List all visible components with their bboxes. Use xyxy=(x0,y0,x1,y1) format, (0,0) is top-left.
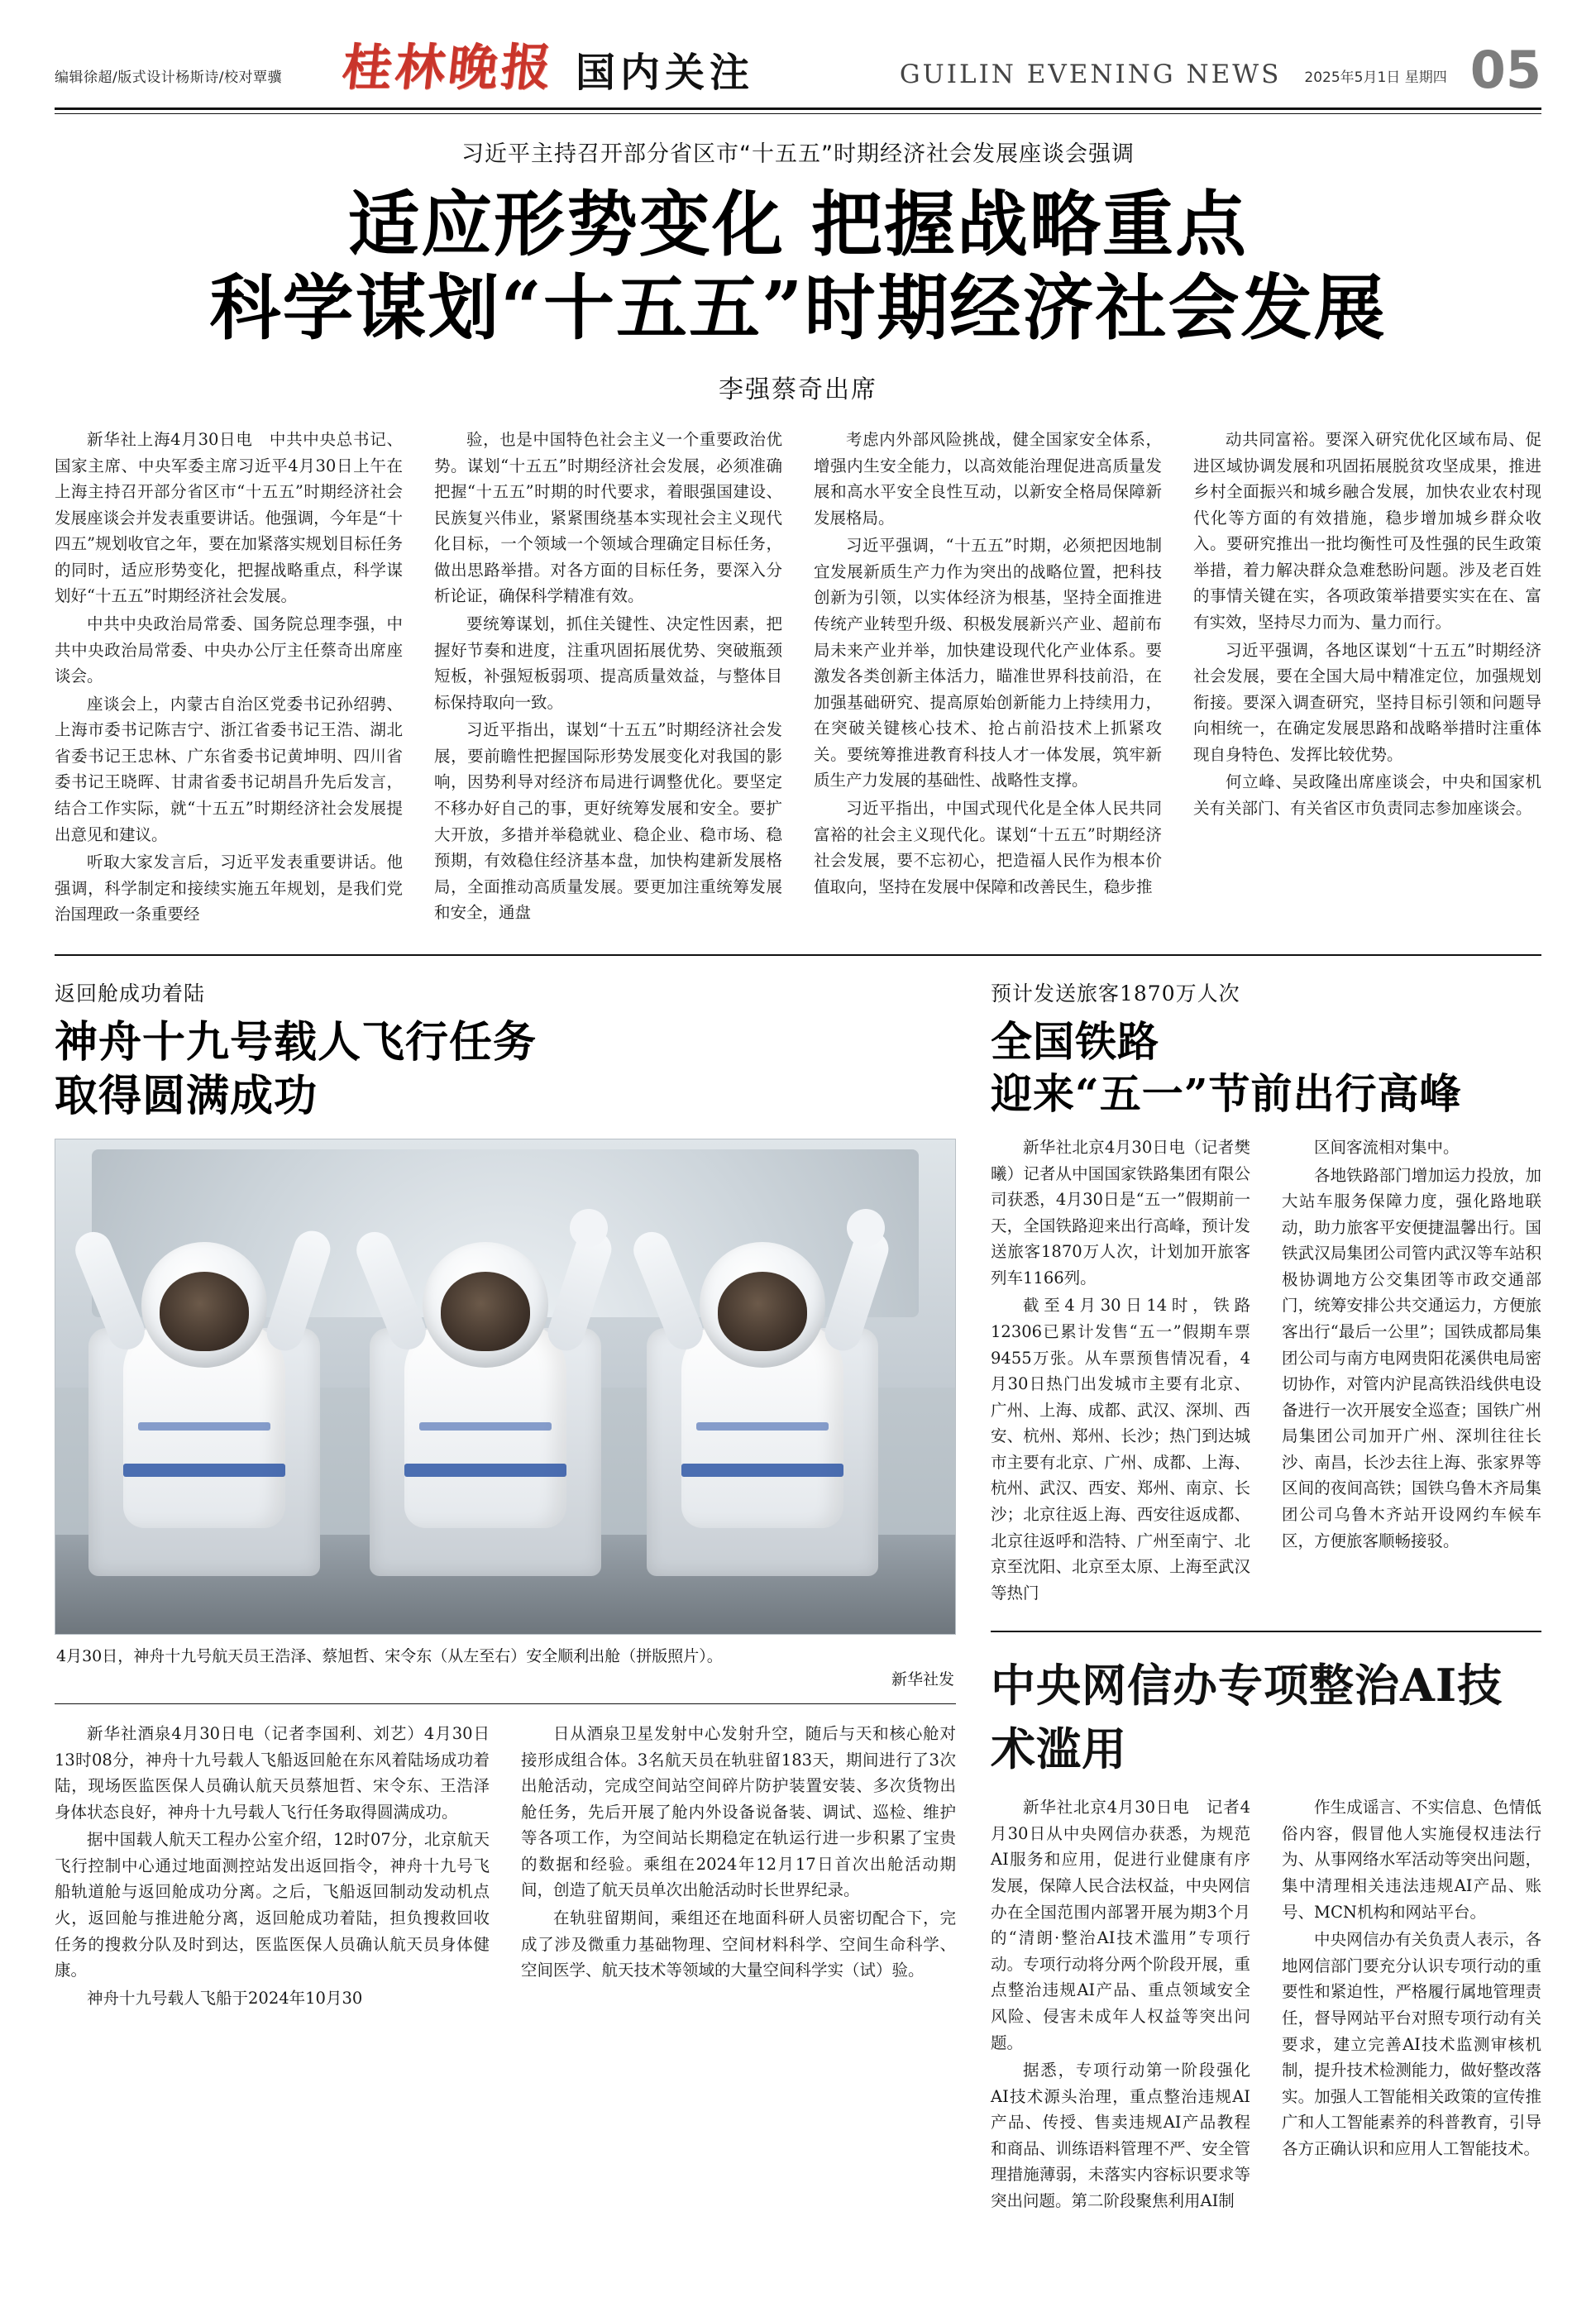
ai-body xyxy=(991,1794,1541,2215)
lead-column-1 xyxy=(55,427,403,929)
railway-eyebrow: 预计发送旅客1870万人次 xyxy=(991,981,1240,1006)
paragraph: 考虑内外部风险挑战，健全国家安全体系，增强内生安全能力，以高效能治理促进高质量发展和高水平安全良性互动，以新安全格局保障新发展格局。 xyxy=(814,429,1162,528)
railway-title-line1: 全国铁路 xyxy=(991,1016,1159,1066)
railway-column-1 xyxy=(991,1135,1250,1607)
logo-wrap xyxy=(339,39,885,97)
paragraph: 听取大家发言后，习近平发表重要讲话。他强调，科学制定和接续实施五年规划，是我们党治国理政一条重要经 xyxy=(55,853,403,924)
suit-arm-left xyxy=(628,1226,709,1355)
shenzhou-body xyxy=(55,1721,956,2013)
issue-date: 2025年5月1日 星期四 xyxy=(1304,69,1447,86)
masthead xyxy=(55,0,1541,107)
right-divider xyxy=(991,1631,1541,1632)
astronaut-right xyxy=(638,1220,886,1576)
suit-arm-left xyxy=(70,1226,151,1355)
ai-column-1 xyxy=(991,1794,1250,2215)
shenzhou-title-line1: 神舟十九号载人飞行任务 xyxy=(55,1016,538,1068)
paragraph: 据中国载人航天工程办公室介绍，12时07分，北京航天飞行控制中心通过地面测控站发出返回指令，神舟十九号飞船轨道舱与返回舱成功分离。之后，飞船返回制动发动机点火，返回舱与推进舱分离，返回舱成功着陆，担负搜救回收任务的搜救分队及时到达，医监医保人员确认航天员身体健康。 xyxy=(55,1830,490,1980)
suit-stripe-upper xyxy=(419,1422,552,1431)
paragraph: 习近平强调，各地区谋划“十五五”时期经济社会发展，要在全国大局中精准定位，加强规划衔接。要深入调查研究，坚持目标引领和问题导向相统一，在确定发展思路和战略举措时注重体现自身特色、发挥比较优势。 xyxy=(1193,640,1541,764)
paragraph: 区间客流相对集中。 xyxy=(1314,1137,1460,1157)
helmet-visor xyxy=(441,1272,530,1351)
caption-text: 4月30日，神舟十九号航天员王浩泽、蔡旭哲、宋令东（从左至右）安全顺利出舱（拼版照片）。 xyxy=(56,1646,723,1665)
waving-glove xyxy=(570,1209,608,1247)
lead-headline-line1: 适应形势变化 把握战略重点 xyxy=(348,183,1248,266)
paragraph: 习近平指出，中国式现代化是全体人民共同富裕的社会主义现代化。谋划“十五五”时期经济社会发展，要不忘初心，把造福人民作为根本价值取向，坚持在发展中保障和改善民生，稳步推 xyxy=(814,799,1162,896)
shenzhou-title xyxy=(55,1015,956,1124)
paragraph: 截至4月30日14时，铁路12306已累计发售“五一”假期车票9455万张。从车票预售情况看，4月30日热门出发城市主要有北京、广州、上海、成都、武汉、深圳、西安、杭州、郑州、长沙；热门到达城市主要有北京、广州、成都、上海、杭州、武汉、西安、郑州、南京、长沙；北京往返上海、西安往返成都、北京往返呼和浩特、广州至南宁、北京至沈阳、北京至太原、上海至武汉等热门 xyxy=(991,1296,1250,1603)
suit-stripe xyxy=(123,1464,285,1477)
lead-column-3 xyxy=(814,427,1162,901)
railway-title xyxy=(991,1015,1541,1120)
waving-glove xyxy=(847,1209,885,1247)
suit-stripe-upper xyxy=(696,1422,829,1431)
paragraph: 作生成谣言、不实信息、色情低俗内容，假冒他人实施侵权违法行为、从事网络水军活动等突出问题，集中清理相关违法违规AI产品、账号、MCN机构和网站平台。 xyxy=(1282,1798,1541,1922)
section-title: 国内关注 xyxy=(576,50,755,96)
paragraph: 新华社上海4月30日电 中共中央总书记、国家主席、中央军委主席习近平4月30日上午在上海主持召开部分省区市“十五五”时期经济社会发展座谈会并发表重要讲话。他强调，今年是“十四五”规划收官之年，要在加紧落实规划目标任务的同时，适应形势变化，把握战略重点，科学谋划好“十五五”时期经济社会发展。 xyxy=(55,429,403,606)
paragraph: 要统筹谋划，抓住关键性、决定性因素，把握好节奏和进度，注重巩固拓展优势、突破瓶颈短板，补强短板弱项、提高质量效益，与整体目标保持取向一致。 xyxy=(434,614,782,712)
paragraph: 验，也是中国特色社会主义一个重要政治优势。谋划“十五五”时期经济社会发展，必须准确把握“十五五”时期的时代要求，着眼强国建设、民族复兴伟业，紧紧围绕基本实现社会主义现代化目标，一个领域一个领域合理确定目标任务，做出思路举措。对各方面的目标任务，要深入分析论证，确保科学精准有效。 xyxy=(434,429,782,606)
ai-column-2 xyxy=(1282,1794,1541,2163)
paragraph: 神舟十九号载人飞船于2024年10月30 xyxy=(87,1988,363,2008)
suit-arm-left xyxy=(351,1226,432,1355)
paragraph: 新华社酒泉4月30日电（记者李国利、刘艺）4月30日13时08分，神舟十九号载人飞船返回舱在东风着陆场成功着陆，现场医监医保人员确认航天员蔡旭哲、宋令东、王浩泽身体状态良好，神舟十九号载人飞行任务取得圆满成功。 xyxy=(55,1723,490,1822)
lead-column-4 xyxy=(1193,427,1541,824)
helmet-visor xyxy=(718,1272,807,1351)
story-ai xyxy=(991,1650,1541,2215)
shenzhou-column-1 xyxy=(55,1721,490,2013)
section-divider xyxy=(55,954,1541,956)
suit-stripe xyxy=(681,1464,843,1477)
lower-section xyxy=(55,977,1541,2216)
paragraph: 中央网信办有关负责人表示，各地网信部门要充分认识专项行动的重要性和紧迫性，严格履行属地管理责任，督导网站平台对照专项行动有关要求，建立完善AI技术监测审核机制，提升技术检测能力，做好整改落实。加强人工智能相关政策的宣传推广和人工智能素养的科普教育，引导各方正确认识和应用人工智能技术。 xyxy=(1282,1930,1541,2158)
railway-title-line2: 迎来“五一”节前出行高峰 xyxy=(991,1068,1462,1118)
railway-column-2 xyxy=(1282,1135,1541,1555)
lead-headline-line2: 科学谋划“十五五”时期经济社会发展 xyxy=(209,266,1387,351)
english-name: GUILIN EVENING NEWS xyxy=(899,60,1282,89)
paragraph: 在轨驻留期间，乘组还在地面科研人员密切配合下，完成了涉及微重力基础物理、空间材料科学、空间生命科学、空间医学、航天技术等领域的大量空间科学实（试）验。 xyxy=(521,1908,956,1980)
shenzhou-photo xyxy=(55,1139,956,1635)
astronaut-left xyxy=(80,1220,328,1576)
caption-source: 新华社发 xyxy=(891,1670,954,1689)
lead-kicker: 习近平主持召开部分省区市“十五五”时期经济社会发展座谈会强调 xyxy=(461,141,1135,167)
suit-arm-right xyxy=(543,1226,616,1355)
paragraph: 新华社北京4月30日电 记者4月30日从中央网信办获悉，为规范AI服务和应用，促进行业健康有序发展，保障人民合法权益，中央网信办在全国范围内部署开展为期3个月的“清朗·整治AI技术滥用”专项行动。专项行动将分两个阶段开展，重点整治违规AI产品、重点领域安全风险、侵害未成年人权益等突出问题。 xyxy=(991,1798,1250,2052)
paragraph: 日从酒泉卫星发射中心发射升空，随后与天和核心舱对接形成组合体。3名航天员在轨驻留183天，期间进行了3次出舱活动，完成空间站空间碎片防护装置安装、多次货物出舱任务，先后开展了舱内外设备说备装、调试、巡检、维护等各项工作，为空间站长期稳定在轨运行进一步积累了宝贵的数据和经验。乘组在2024年12月17日首次出舱活动期间，创造了航天员单次出舱活动时长世界纪录。 xyxy=(521,1723,956,1900)
rule-thin xyxy=(55,113,1541,114)
paragraph: 习近平指出，谋划“十五五”时期经济社会发展，要前瞻性把握国际形势发展变化对我国的影响，因势利导对经济布局进行调整优化。要坚定不移办好自己的事，更好统筹发展和安全。要扩大开放，多措并举稳就业、稳企业、稳市场、稳预期，有效稳住经济基本盘，加快构建新发展格局，全面推动高质量发展。要更加注重统筹发展和安全，通盘 xyxy=(434,720,782,923)
suit-stripe xyxy=(404,1464,566,1477)
suit-stripe-upper xyxy=(138,1422,270,1431)
edit-credit: 编辑徐超/版式设计杨斯诗/校对覃骥 xyxy=(55,69,282,86)
shenzhou-column-2 xyxy=(521,1721,956,1985)
helmet-visor xyxy=(160,1272,249,1351)
right-column-pack xyxy=(991,977,1541,2216)
story-railway xyxy=(991,977,1541,1607)
paragraph: 据悉，专项行动第一阶段强化AI技术源头治理，重点整治违规AI产品、传授、售卖违规AI产品教程和商品、训练语料管理不严、安全管理措施薄弱，未落实内容标识要求等突出问题。第二阶段聚焦利用AI制 xyxy=(991,2061,1250,2210)
newspaper-logo: 桂林晚报 xyxy=(339,39,557,97)
suit-arm-right xyxy=(262,1226,335,1355)
lead-headline xyxy=(55,183,1541,351)
paragraph: 座谈会上，内蒙古自治区党委书记孙绍骋、上海市委书记陈吉宁、浙江省委书记王浩、湖北省委书记王忠林、广东省委书记黄坤明、四川省委书记王晓晖、甘肃省委书记胡昌升先后发言，结合工作实际，就“十五五”时期经济社会发展提出意见和建议。 xyxy=(55,694,403,844)
masthead-right xyxy=(899,40,1541,101)
shenzhou-title-line2: 取得圆满成功 xyxy=(55,1071,318,1122)
story-shenzhou xyxy=(55,977,956,2013)
paragraph: 中共中央政治局常委、国务院总理李强，中共中央政治局常委、中央办公厅主任蔡奇出席座谈会。 xyxy=(55,614,403,686)
railway-body xyxy=(991,1135,1541,1607)
paragraph: 习近平强调，“十五五”时期，必须把因地制宜发展新质生产力作为突出的战略位置，把科技创新为引领，以实体经济为根基，坚持全面推进传统产业转型升级、积极发展新兴产业、超前布局未来产业并举，加快建设现代化产业体系。要激发各类创新主体活力，瞄准世界科技前沿，在加强基础研究、提高原始创新能力上持续用力，在突破关键核心技术、抢占前沿技术上抓紧攻关。要统筹推进教育科技人才一体发展，筑牢新质生产力发展的基础性、战略性支撑。 xyxy=(814,536,1162,791)
paragraph: 各地铁路部门增加运力投放，加大站车服务保障力度，强化路地联动，助力旅客平安便捷温馨出行。国铁武汉局集团公司管内武汉等车站积极协调地方公交集团等市政交通部门，统筹安排公共交通运力，方便旅客出行“最后一公里”；国铁成都局集团公司与南方电网贵阳花溪供电局密切协作，对管内沪昆高铁沿线供电设备进行一次开展安全巡查；国铁广州局集团公司加开广州、深圳往往长沙、南昌，长沙去往上海、张家界等区间的夜间高铁；国铁乌鲁木齐局集团公司乌鲁木齐站开设网约车候车区，方便旅客顺畅接驳。 xyxy=(1282,1165,1541,1550)
ai-title: 中央网信办专项整治AI技术滥用 xyxy=(991,1659,1503,1776)
lead-subhead: 李强蔡奇出席 xyxy=(719,375,877,404)
lead-body xyxy=(55,427,1541,929)
paragraph: 动共同富裕。要深入研究优化区域布局、促进区域协调发展和巩固拓展脱贫攻坚成果，推进乡村全面振兴和城乡融合发展，加快农业农村现代化等方面的有效措施，稳步增加城乡群众收入。要研究推出一批均衡性可及性强的民生政策举措，着力解决群众急难愁盼问题。涉及老百姓的事情关键在实，各项政策举措要实实在在、富有实效，坚持尽力而为、量力而行。 xyxy=(1193,429,1541,632)
photo-caption xyxy=(55,1635,956,1704)
paragraph: 新华社北京4月30日电（记者樊曦）记者从中国国家铁路集团有限公司获悉，4月30日是“五一”假期前一天，全国铁路迎来出行高峰，预计发送旅客1870万人次，计划加开旅客列车1166列。 xyxy=(991,1137,1250,1287)
astronaut-center xyxy=(361,1220,609,1576)
rule-top xyxy=(55,107,1541,110)
shenzhou-eyebrow: 返回舱成功着陆 xyxy=(55,981,206,1006)
page-number: 05 xyxy=(1469,40,1541,101)
suit-arm-right xyxy=(820,1226,893,1355)
paragraph: 何立峰、吴政隆出席座谈会，中央和国家机关有关部门、有关省区市负责同志参加座谈会。 xyxy=(1193,772,1541,819)
lead-column-2 xyxy=(434,427,782,928)
